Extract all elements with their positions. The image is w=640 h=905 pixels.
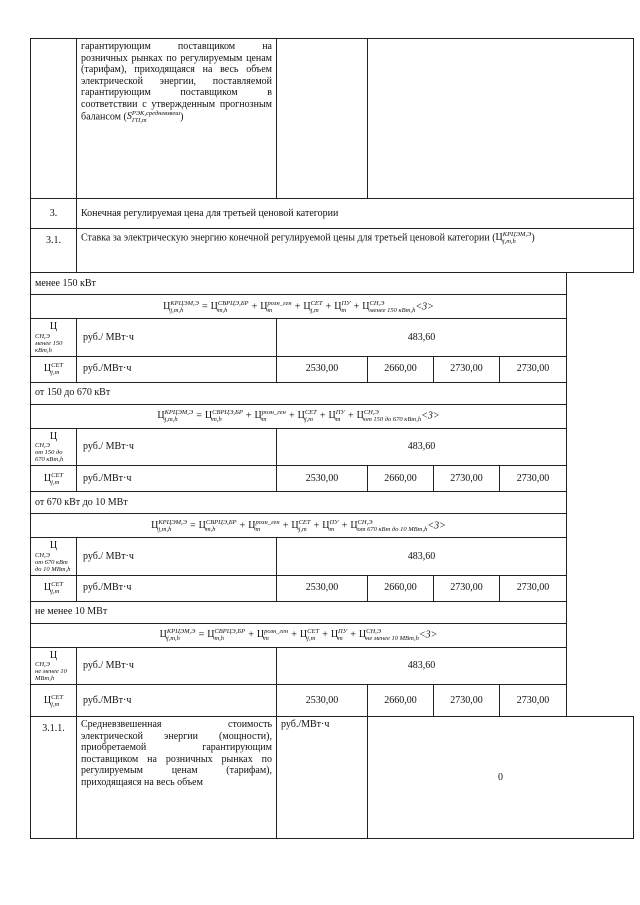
unit-cell: руб./ МВт·ч (77, 428, 277, 466)
sn-label: ЦСН,Э от 670 кВт до 10 МВт,h (31, 538, 77, 576)
set-label: ЦСЕТ j,m (31, 466, 77, 492)
group-title: не менее 10 МВт (31, 601, 567, 623)
table-row (31, 647, 634, 685)
value-cell: 483,60 (277, 647, 567, 685)
table-row (31, 538, 634, 576)
table-row (31, 428, 634, 466)
unit-cell: руб./ МВт·ч (77, 538, 277, 576)
table-row (31, 404, 634, 428)
value-cell: 2530,00 (277, 685, 368, 717)
set-label: ЦСЕТ j,m (31, 356, 77, 382)
unit-cell: руб./МВт·ч (77, 466, 277, 492)
table-row (31, 295, 634, 319)
unit-cell: руб./МВт·ч (77, 685, 277, 717)
value-cell: 2730,00 (434, 356, 500, 382)
formula: ЦКРЦЭМ,Э j,m,h = ЦСВРЦЭ,БР m,h + Црозн_ген m + ЦСЕТ j,m + ЦПУ m + ЦСН,Э менее 150 кВт,h<3> (31, 295, 567, 319)
value-cell: 2660,00 (368, 685, 434, 717)
value-cell: 2530,00 (277, 466, 368, 492)
group-title: менее 150 кВт (31, 273, 567, 295)
section-number: 3.1.1. (31, 717, 77, 839)
set-label: ЦСЕТ j,m (31, 685, 77, 717)
table-row (31, 319, 634, 357)
value-cell: 0 (368, 717, 634, 839)
tariff-table (30, 38, 634, 839)
table-row (31, 382, 634, 404)
table-row (31, 273, 634, 295)
value-cell: 2730,00 (500, 685, 567, 717)
value-cell: 483,60 (277, 538, 567, 576)
table-row (31, 466, 634, 492)
group-title: от 670 кВт до 10 МВт (31, 492, 567, 514)
unit-cell: руб./МВт·ч (277, 717, 368, 839)
value-cell: 483,60 (277, 428, 567, 466)
table-row (31, 514, 634, 538)
sn-label: ЦСН,Э не менее 10 МВт,h (31, 647, 77, 685)
section-number: 3.1. (31, 229, 77, 273)
value-cell: 2730,00 (434, 466, 500, 492)
section-title: Конечная регулируемая цена для третьей ценовой категории (77, 199, 634, 229)
table-row (31, 39, 634, 199)
table-row (31, 623, 634, 647)
sn-label: ЦСН,Э менее 150 кВт,h (31, 319, 77, 357)
table-row (31, 492, 634, 514)
formula: ЦКРЦЭМ,Э j,m,h = ЦСВРЦЭ,БР m,h + Црозн_ген m + ЦСЕТ j,m + ЦПУ m + ЦСН,Э от 670 кВт до 10 МВт,h<3> (31, 514, 567, 538)
value-cell: 2730,00 (500, 466, 567, 492)
group-title: от 150 до 670 кВт (31, 382, 567, 404)
table-row (31, 685, 634, 717)
table-row (31, 601, 634, 623)
value-cell: 2660,00 (368, 356, 434, 382)
continuation-text: гарантирующим поставщиком на розничных рынках по регулируемым ценам (тарифам), приходящаяся на весь объем электрической энергии, поставляемой гарантирующим поставщиком в соответствии с утвержденным прогнозным балансом (SРЭК,средневзвеш ГП,m ) (77, 39, 277, 199)
section-number: 3. (31, 199, 77, 229)
value-cell: 2730,00 (434, 575, 500, 601)
value-cell: 2530,00 (277, 575, 368, 601)
table-row (31, 199, 634, 229)
table-row (31, 229, 634, 273)
value-cell: 2730,00 (500, 356, 567, 382)
table-row (31, 356, 634, 382)
section-title: Ставка за электрическую энергию конечной регулируемой цены для третьей ценовой категории (ЦКРЦЭМ,Э j,m,h ) (77, 229, 634, 273)
section-text: Средневзвешенная стоимость электрической энергии (мощности), приобретаемой гарантирующим поставщиком на розничных рынках по регулируемым ценам (тарифам), приходящаяся на весь объем (77, 717, 277, 839)
table-row (31, 717, 634, 839)
formula: ЦКРЦЭМ,Э j,m,h = ЦСВРЦЭ,БР m,h + Црозн_ген m + ЦСЕТ j,m + ЦПУ m + ЦСН,Э от 150 до 670 кВт,h<3> (31, 404, 567, 428)
value-cell: 2660,00 (368, 575, 434, 601)
value-cell: 2660,00 (368, 466, 434, 492)
unit-cell: руб./МВт·ч (77, 356, 277, 382)
value-cell: 483,60 (277, 319, 567, 357)
unit-cell: руб./ МВт·ч (77, 647, 277, 685)
value-cell: 2730,00 (500, 575, 567, 601)
set-label: ЦСЕТ j,m (31, 575, 77, 601)
unit-cell: руб./ МВт·ч (77, 319, 277, 357)
sn-label: ЦСН,Э от 150 до 670 кВт,h (31, 428, 77, 466)
table-row (31, 575, 634, 601)
unit-cell: руб./МВт·ч (77, 575, 277, 601)
value-cell: 2730,00 (434, 685, 500, 717)
formula: ЦКРЦЭМ,Э j,m,h = ЦСВРЦЭ,БР m,h + Црозн_ген m + ЦСЕТ j,m + ЦПУ m + ЦСН,Э не менее 10 МВт,h<3> (31, 623, 567, 647)
value-cell: 2530,00 (277, 356, 368, 382)
